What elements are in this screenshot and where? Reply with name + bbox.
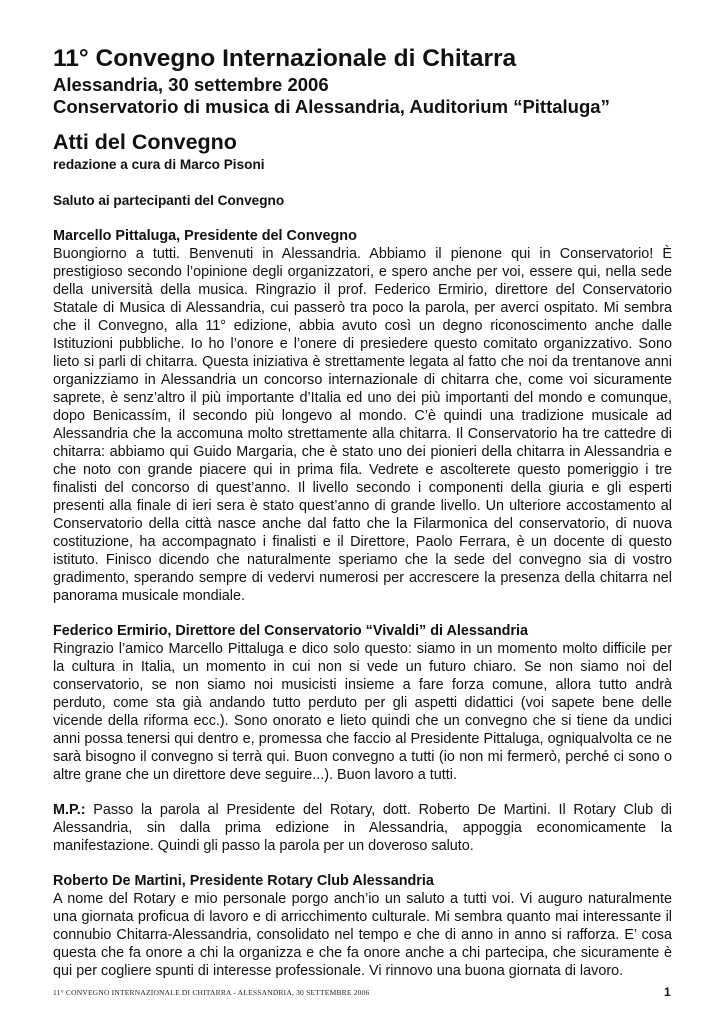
speaker-name: Roberto De Martini, Presidente Rotary Club Alessandria bbox=[53, 873, 434, 889]
moderator-label: M.P.: bbox=[53, 802, 86, 818]
venue: Conservatorio di musica di Alessandria, Auditorium “Pittaluga” bbox=[53, 96, 610, 117]
speech-text: Buongiorno a tutti. Benvenuti in Alessandria. Abbiamo il pienone qui in Conservatorio! È prestigioso secondo l’opinione degli organizzatori, e spero anche per voi, essere qui, nella sede della università della musica. Ringrazio il prof. Federico Ermirio, direttore del Conservatorio Statale di Musica di Alessandria, cui passerò tra poco la parola, per averci ospitato. Mi sembra che il Convegno, alla 11° edizione, abbia avuto così un degno riconoscimento anche dalle Istituzioni pubbliche. Io ho l’onore e l’onere di presiedere questo comitato organizzativo. Sono lieto si parli di chitarra. Questa iniziativa è strettamente legata al fatto che noi da trentanove anni organizziamo in Alessandria un concorso internazionale di chitarra che, come voi sicuramente saprete, è senz’altro il più importante d’Italia ed uno dei più importanti del mondo e comunque, dopo Benicassím, il secondo più longevo al mondo. C’è quindi una tradizione musicale ad Alessandria che la accomuna molto strettamente alla chitarra. Il Conservatorio ha tre cattedre di chitarra: abbiamo qui Guido Margaria, che è stato uno dei pionieri della chitarra in Alessandria e che noto con grande piacere qui in prima fila. Vedrete e ascolterete questo pomeriggio i tre finalisti del concorso di quest’anno. Il livello secondo i componenti della giuria e gli esperti presenti alla finale di ieri sera è stato quest’anno di grande livello. Un ulteriore accostamento al Conservatorio della città nasce anche dal fatto che la Filarmonica del conservatorio, di nuova costituzione, ha accompagnato i finalisti e il Direttore, Paolo Ferrara, è un docente di questo istituto. Finisco dicendo che naturalmente speriamo che la sede del convegno sia di vostro gradimento, sperando sempre di vedervi numerosi per accrescere la presenza della chitarra nel panorama musicale mondiale. bbox=[53, 246, 672, 604]
place-date: Alessandria, 30 settembre 2006 bbox=[53, 74, 329, 95]
speaker-name: Marcello Pittaluga, Presidente del Convegno bbox=[53, 228, 357, 244]
document-page bbox=[53, 44, 672, 980]
speech-de-martini bbox=[53, 872, 672, 980]
subsection-heading: Saluto ai partecipanti del Convegno bbox=[53, 193, 285, 208]
speech-ermirio bbox=[53, 622, 672, 784]
moderator-note bbox=[53, 801, 672, 855]
speech-text: Ringrazio l’amico Marcello Pittaluga e dico solo questo: siamo in un momento molto difficile per la cultura in Italia, un momento in cui non si vede un futuro chiaro. Se non siamo noi del conservatorio, se non siamo noi musicisti insieme a fare forza comune, allora tutto andrà perduto, come sta già andando tutto perduto per gli aspetti didattici (voi sapete bene delle vicende della riforma ecc.). Sono onorato e lieto quindi che un convegno che si tiene da undici anni possa tenersi qui dentro e, promessa che faccio al Presidente Pittaluga, ogniqualvolta ce ne sarà bisogno il convegno si terrà qui. Buon convegno a tutti (io non mi fermerò, perché ci sono o altre grane che un direttore deve seguire...). Buon lavoro a tutti. bbox=[53, 641, 672, 783]
section-title: Atti del Convegno bbox=[53, 130, 237, 154]
speech-pittaluga bbox=[53, 227, 672, 605]
speaker-name: Federico Ermirio, Direttore del Conservatorio “Vivaldi” di Alessandria bbox=[53, 623, 529, 639]
speech-text: A nome del Rotary e mio personale porgo anch’io un saluto a tutti voi. Vi auguro naturalmente una giornata proficua di lavoro e di arricchimento culturale. Mi sembra quanto mai interessante il connubio Chitarra-Alessandria, consolidato nel tempo e che di anno in anno si rafforza. E’ cosa questa che fa onore a chi la organizza e che fa onore anche a chi partecipa, che sicuramente è qui per cogliere spunti di interesse professionale. Vi rinnovo una buona giornata di lavoro. bbox=[53, 891, 672, 979]
running-footer: 11° CONVEGNO INTERNAZIONALE DI CHITARRA - ALESSANDRIA, 30 SETTEMBRE 2006 bbox=[53, 988, 370, 997]
editor-credit: redazione a cura di Marco Pisoni bbox=[53, 157, 265, 172]
document-title: 11° Convegno Internazionale di Chitarra bbox=[53, 45, 517, 72]
moderator-text: Passo la parola al Presidente del Rotary, dott. Roberto De Martini. Il Rotary Club di Alessandria, sin dalla prima edizione in Alessandria, appoggia economicamente la manifestazione. Quindi gli passo la parola per un doveroso saluto. bbox=[53, 802, 672, 854]
page-number: 1 bbox=[664, 985, 671, 999]
